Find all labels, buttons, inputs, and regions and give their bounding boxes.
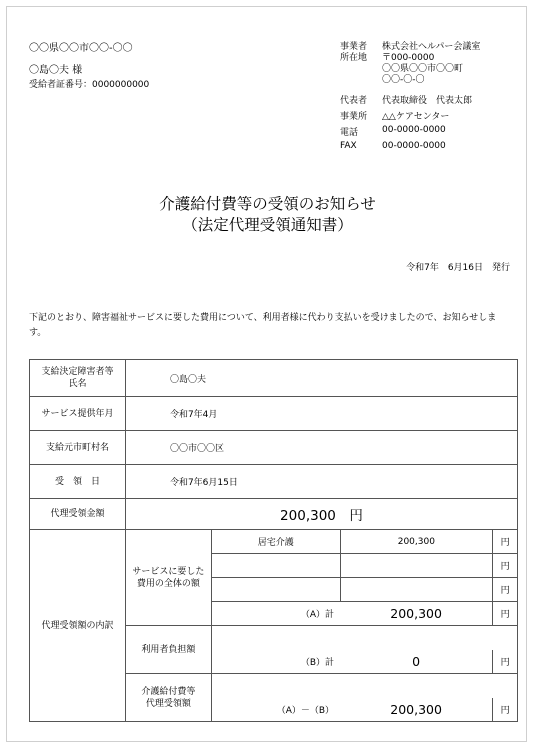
recipient-name: 〇島〇夫 様 [29,65,83,76]
unit-yen: 円 [493,650,518,674]
subtotal-ab-label: （A）－（B） [211,698,340,722]
total-amount: 200,300 円 [125,499,517,530]
recipient-address: 〇〇県〇〇市〇〇-〇〇 [29,43,133,54]
label-line: 代理受領額 [145,698,191,709]
label-line: 費用の全体の額 [136,578,200,589]
provider-value: △△ケアセンター [382,112,450,122]
table-row [30,431,518,465]
notice-document [6,6,527,742]
service-item-name [211,554,340,578]
unit-yen: 円 [493,530,518,554]
row-label: 受 領 日 [30,465,126,499]
document-subtitle: （法定代理受領通知書） [182,216,353,234]
total-label: 代理受領金額 [30,499,126,530]
benefit-label [125,674,211,722]
spacer-cell [211,626,517,650]
subtotal-a-value: 200,300 [340,602,493,626]
row-label: 支給元市町村名 [30,431,126,465]
row-label: サービス提供年月 [30,397,126,431]
issue-date: 令和7年 6月16日 発行 [406,263,510,273]
subtotal-a-label: （A）計 [211,602,340,626]
row-value: 〇島〇夫 [125,360,517,397]
service-item-amount: 200,300 [340,530,493,554]
row-value: 〇〇市〇〇区 [125,431,517,465]
intro-text: 下記のとおり、障害福祉サービスに要した費用について、利用者様に代わり支払いを受けましたので、お知らせします。 [29,313,497,338]
total-cost-label [125,530,211,626]
provider-label: 事業者 [340,42,368,52]
provider-value: 株式会社ヘルパー会議室 [382,42,481,52]
spacer-cell [211,674,517,698]
subtotal-b-label: （B）計 [211,650,340,674]
row-value: 令和7年6月15日 [125,465,517,499]
details-table [29,359,518,722]
unit-yen: 円 [493,554,518,578]
provider-value: 代表取締役 代表太郎 [382,96,473,106]
provider-value: 〇〇県〇〇市〇〇町 [382,64,464,74]
label-line: 支給決定障害者等 [41,367,114,377]
recipient-cert-no: 受給者証番号：0000000000 [29,80,150,90]
provider-label: 事業所 [340,112,368,122]
table-row [30,397,518,431]
unit-yen: 円 [493,602,518,626]
unit-yen: 円 [493,578,518,602]
subtotal-ab-value: 200,300 [340,698,493,722]
breakdown-label: 代理受領額の内訳 [30,530,126,722]
row-label [30,360,126,397]
provider-value: 00-0000-0000 [382,125,446,135]
provider-label: 電話 [340,128,359,138]
service-item-name: 居宅介護 [211,530,340,554]
table-row [30,360,518,397]
label-line: 介護給付費等 [141,686,196,697]
provider-value: 〇〇-〇-〇 [382,75,425,85]
table-row [30,499,518,530]
provider-value: 〒000-0000 [382,53,435,63]
subtotal-b-value: 0 [340,650,493,674]
provider-label: 所在地 [340,53,368,63]
provider-value: 00-0000-0000 [382,141,446,151]
user-burden-label: 利用者負担額 [125,626,211,674]
label-line: サービスに要した [132,566,205,577]
document-title: 介護給付費等の受領のお知らせ [159,195,376,213]
label-line: 氏名 [68,379,87,389]
service-item-amount [340,554,493,578]
unit-yen: 円 [493,698,518,722]
provider-label: 代表者 [340,96,368,106]
row-value: 令和7年4月 [125,397,517,431]
table-row [30,465,518,499]
service-item-amount [340,578,493,602]
table-row [30,530,518,554]
provider-label: FAX [340,141,357,151]
service-item-name [211,578,340,602]
